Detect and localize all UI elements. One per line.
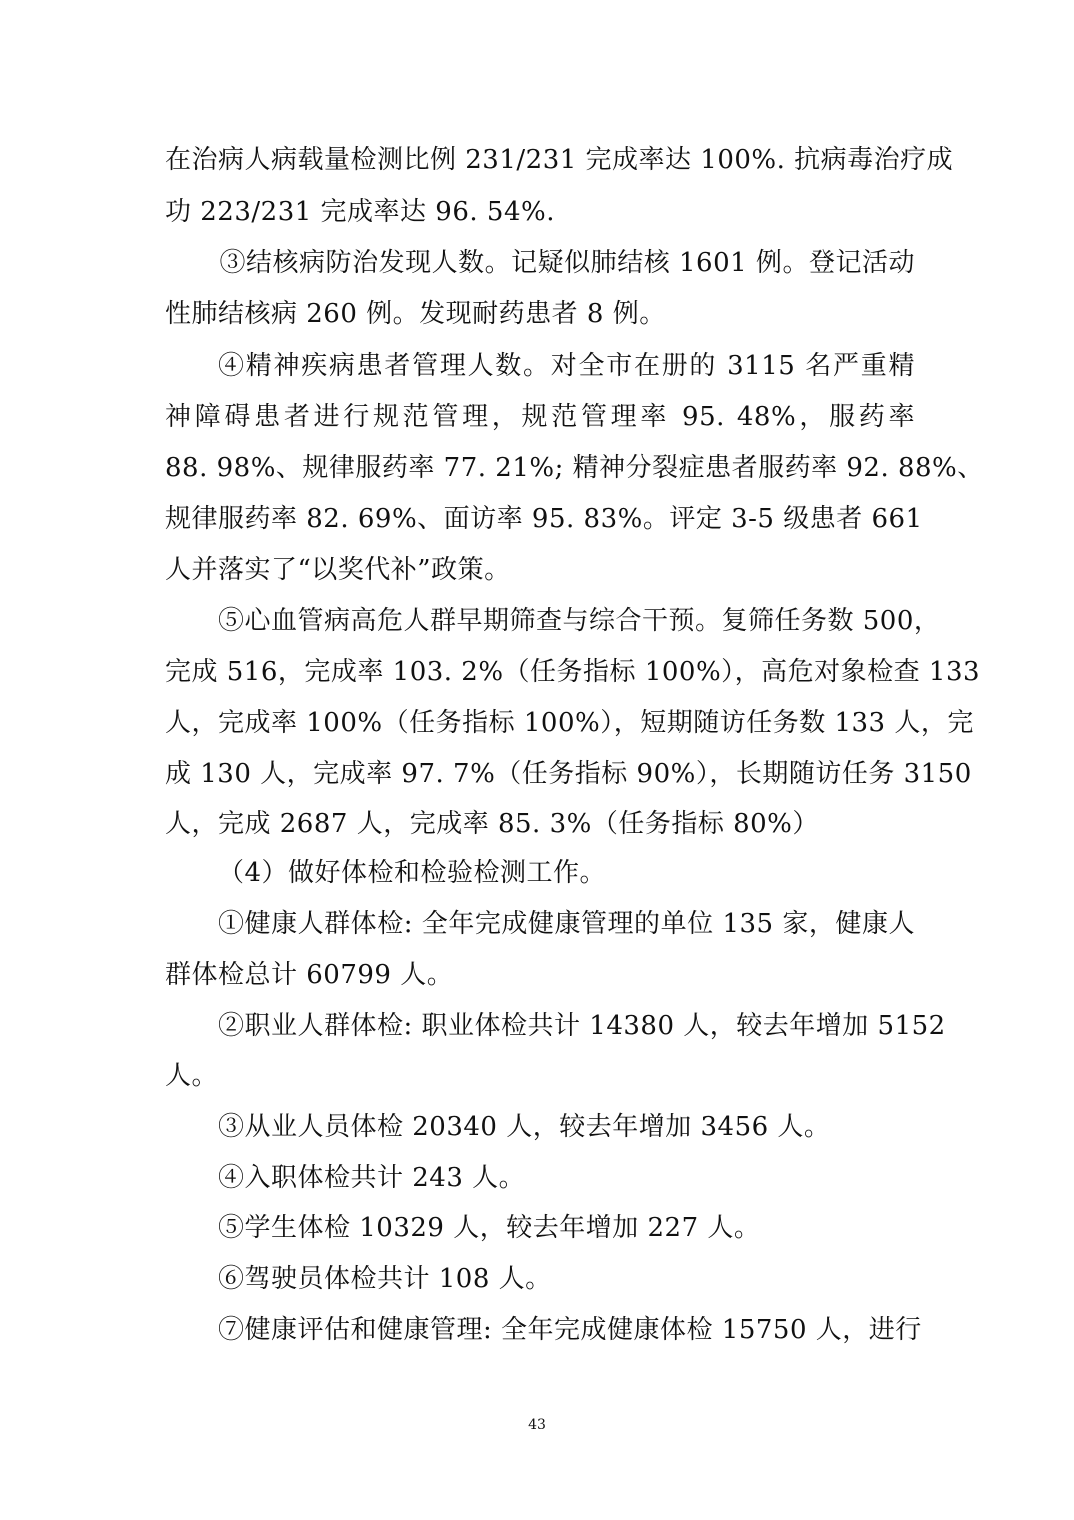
text-line: ④入职体检共计 243 人。	[218, 1163, 526, 1193]
text-line: ①健康人群体检: 全年完成健康管理的单位 135 家，健康人	[218, 909, 915, 939]
text-line: ③从业人员体检 20340 人，较去年增加 3456 人。	[218, 1112, 831, 1142]
text-line: 人，完成 2687 人，完成率 85. 3%（任务指标 80%）	[165, 809, 819, 839]
text-line: ②职业人群体检: 职业体检共计 14380 人，较去年增加 5152	[218, 1011, 946, 1041]
text-line: 在治病人病载量检测比例 231/231 完成率达 100%. 抗病毒治疗成	[165, 145, 954, 175]
text-line: 功 223/231 完成率达 96. 54%.	[165, 197, 555, 227]
text-line: 人并落实了“以奖代补”政策。	[165, 555, 511, 585]
text-line: 成 130 人，完成率 97. 7%（任务指标 90%），长期随访任务 3150	[165, 759, 972, 789]
text-line: 完成 516，完成率 103. 2%（任务指标 100%），高危对象检查 133	[165, 657, 981, 687]
text-line: 规律服药率 82. 69%、面访率 95. 83%。评定 3-5 级患者 661	[165, 504, 923, 534]
text-line: ③结核病防治发现人数。记疑似肺结核 1601 例。登记活动	[193, 248, 915, 278]
section-heading: （4）做好体检和检验检测工作。	[218, 858, 607, 888]
text-line: 人。	[165, 1061, 219, 1091]
text-line: 性肺结核病 260 例。发现耐药患者 8 例。	[165, 299, 666, 329]
text-line: 88. 98%、规律服药率 77. 21%; 精神分裂症患者服药率 92. 88%、	[165, 453, 984, 483]
text-line: ④精神疾病患者管理人数。对全市在册的 3115 名严重精	[218, 351, 915, 381]
text-line: 神障碍患者进行规范管理，规范管理率 95. 48%，服药率	[165, 402, 915, 432]
text-line: ⑤学生体检 10329 人，较去年增加 227 人。	[218, 1213, 761, 1243]
text-line: 群体检总计 60799 人。	[165, 960, 454, 990]
text-line: ⑥驾驶员体检共计 108 人。	[218, 1264, 552, 1294]
page-number: 43	[528, 1417, 546, 1433]
text-line: 人，完成率 100%（任务指标 100%），短期随访任务数 133 人，完	[165, 708, 974, 738]
text-line: ⑦健康评估和健康管理: 全年完成健康体检 15750 人，进行	[218, 1315, 922, 1345]
text-line: ⑤心血管病高危人群早期筛查与综合干预。复筛任务数 500，	[218, 606, 941, 636]
